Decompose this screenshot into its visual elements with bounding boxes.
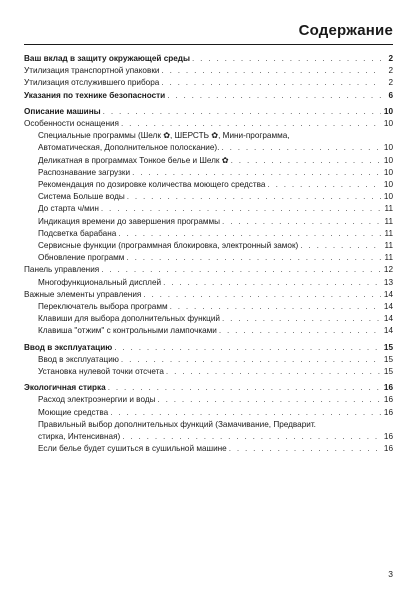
toc-leader — [132, 167, 381, 179]
toc-entry — [24, 216, 393, 228]
toc-entry-page: 10 — [383, 192, 393, 202]
toc-leader — [108, 382, 381, 394]
toc-entry-page: 6 — [388, 90, 393, 100]
toc-entry-title-line2: Автоматическая, Дополнительное полоскание). — [38, 143, 220, 153]
toc-entry — [24, 354, 393, 366]
toc-entry-title: Многофункциональный дисплей — [38, 277, 162, 287]
toc-entry-page: 12 — [383, 265, 393, 275]
toc-entry-title: До старта ч/мин — [38, 204, 99, 214]
toc-entry-page: 11 — [384, 204, 393, 214]
toc-entry-page: 2 — [388, 78, 393, 88]
toc-leader — [167, 90, 381, 102]
toc-entry-page: 10 — [383, 167, 393, 177]
toc-entry-page: 16 — [383, 432, 393, 442]
toc-entry-title: Ваш вклад в защиту окружающей среды — [24, 54, 190, 63]
toc-entry-title: Сервисные функции (программная блокировка, электронный замок) — [38, 241, 299, 251]
toc-entry-multiline — [24, 419, 393, 443]
toc-leader — [222, 313, 381, 325]
toc-entry-page: 10 — [383, 180, 393, 190]
toc-leader — [192, 53, 381, 65]
toc-entry-page: 14 — [383, 314, 393, 324]
toc-entry-page: 11 — [384, 241, 393, 251]
toc-entry-title: Ввод в эксплуатацию — [24, 342, 113, 352]
toc-entry-page: 16 — [383, 395, 393, 405]
toc-entry-title: Моющие средства — [38, 407, 109, 417]
toc-leader — [222, 216, 381, 228]
toc-entry-page: 15 — [383, 354, 393, 364]
toc-entry-multiline — [24, 130, 393, 154]
toc-entry — [24, 167, 393, 179]
toc-leader — [300, 240, 381, 252]
toc-entry-title: Расход электроэнергии и воды — [38, 395, 156, 405]
toc-leader — [219, 325, 381, 337]
toc-leader — [221, 142, 381, 154]
toc-entry — [24, 252, 393, 264]
toc-leader — [157, 394, 381, 406]
toc-entry-page: 13 — [383, 277, 393, 287]
toc-leader — [121, 354, 381, 366]
toc-leader — [101, 203, 381, 215]
toc-entry-page: 14 — [383, 302, 393, 312]
toc-entry — [24, 53, 393, 65]
toc-leader — [163, 277, 381, 289]
toc-entry-page: 2 — [388, 54, 393, 63]
toc-entry-title-line1: Правильный выбор дополнительных функций (Замачивание, Предварит. — [38, 419, 316, 429]
toc-leader — [231, 155, 381, 167]
toc-entry-title: Утилизация транспортной упаковки — [24, 66, 160, 76]
toc-leader — [118, 228, 381, 240]
toc-leader — [103, 106, 381, 118]
toc-entry — [24, 77, 393, 89]
toc-leader — [121, 118, 381, 130]
toc-entry-title: Особенности оснащения — [24, 119, 119, 129]
toc-entry — [24, 301, 393, 313]
toc-entry-page: 16 — [383, 383, 393, 393]
toc-entry-page: 14 — [383, 289, 393, 299]
toc-entry-page: 16 — [383, 444, 393, 454]
toc-entry-title: Утилизация отслужившего прибора — [24, 78, 160, 88]
page-title: Содержание — [298, 22, 393, 39]
toc-entry-page: 14 — [383, 326, 393, 336]
toc-entry — [24, 394, 393, 406]
toc-entry-title: Переключатель выбора программ — [38, 302, 168, 312]
toc-entry — [24, 155, 393, 167]
toc-entry-page: 2 — [388, 66, 393, 76]
toc-entry — [24, 264, 393, 276]
toc-entry-title: Ввод в эксплуатацию — [38, 354, 119, 364]
toc-leader — [161, 77, 381, 89]
toc-entry — [24, 443, 393, 455]
toc-entry-title: Распознавание загрузки — [38, 167, 131, 177]
toc-entry-title: Индикация времени до завершения программы — [38, 216, 221, 226]
toc-entry-title: Подсветка барабана — [38, 228, 117, 238]
toc-entry-page: 10 — [383, 143, 393, 153]
toc-entry — [24, 366, 393, 378]
toc-entry-page: 10 — [383, 106, 393, 116]
toc-leader — [122, 431, 381, 443]
toc-entry-title: Панель управления — [24, 265, 100, 275]
toc-entry-title: Экологичная стирка — [24, 383, 106, 393]
toc-entry — [24, 203, 393, 215]
toc-entry — [24, 342, 393, 354]
toc-leader — [229, 443, 381, 455]
toc-entry-title-line1: Специальные программы (Шелк ✿, ШЕРСТЬ ✿, Мини-программа, — [38, 131, 290, 141]
toc-entry — [24, 228, 393, 240]
toc-leader — [110, 407, 381, 419]
toc-leader — [101, 264, 381, 276]
toc-entry-title: Если белье будет сушиться в сушильной машине — [38, 444, 227, 454]
toc-entry-page: 10 — [383, 155, 393, 165]
toc-entry-title-line2: стирка, Интенсивная) — [38, 432, 121, 442]
toc-entry — [24, 65, 393, 77]
toc-entry — [24, 179, 393, 191]
toc-entry — [24, 191, 393, 203]
toc-entry-page: 15 — [383, 342, 393, 352]
toc-entry-title: Описание машины — [24, 106, 101, 116]
page-number: 3 — [388, 569, 393, 579]
toc-leader — [161, 65, 381, 77]
toc-leader — [126, 252, 381, 264]
toc-entry-title: Важные элементы управления — [24, 289, 142, 299]
toc-entry-title: Деликатная в программах Тонкое белье и Шелк ✿ — [38, 155, 229, 165]
table-of-contents — [24, 53, 393, 456]
toc-entry-title: Система Больше воды — [38, 192, 125, 202]
toc-entry-page: 11 — [384, 216, 393, 226]
toc-entry-title: Обновление программ — [38, 253, 125, 263]
toc-leader — [127, 191, 381, 203]
toc-entry-page: 11 — [384, 228, 393, 238]
toc-leader — [267, 179, 381, 191]
toc-entry — [24, 325, 393, 337]
toc-entry — [24, 277, 393, 289]
toc-entry-title: Указания по технике безопасности — [24, 90, 166, 100]
toc-leader — [114, 342, 381, 354]
toc-entry — [24, 118, 393, 130]
toc-entry-title: Клавиши для выбора дополнительных функций — [38, 314, 221, 324]
toc-entry-page: 16 — [383, 407, 393, 417]
toc-entry — [24, 289, 393, 301]
toc-entry — [24, 106, 393, 118]
toc-entry-title: Установка нулевой точки отсчета — [38, 367, 164, 377]
toc-entry — [24, 90, 393, 102]
toc-leader — [170, 301, 381, 313]
toc-entry-page: 11 — [384, 253, 393, 263]
toc-entry — [24, 407, 393, 419]
toc-leader — [166, 366, 381, 378]
toc-entry-title: Рекомендация по дозировке количества моющего средства — [38, 180, 266, 190]
toc-entry-page: 10 — [383, 119, 393, 129]
toc-entry — [24, 382, 393, 394]
toc-entry — [24, 313, 393, 325]
toc-entry-page: 15 — [383, 367, 393, 377]
toc-entry — [24, 240, 393, 252]
title-rule — [24, 44, 393, 45]
toc-entry-title: Клавиша "отжим" с контрольными лампочками — [38, 326, 217, 336]
toc-leader — [143, 289, 381, 301]
